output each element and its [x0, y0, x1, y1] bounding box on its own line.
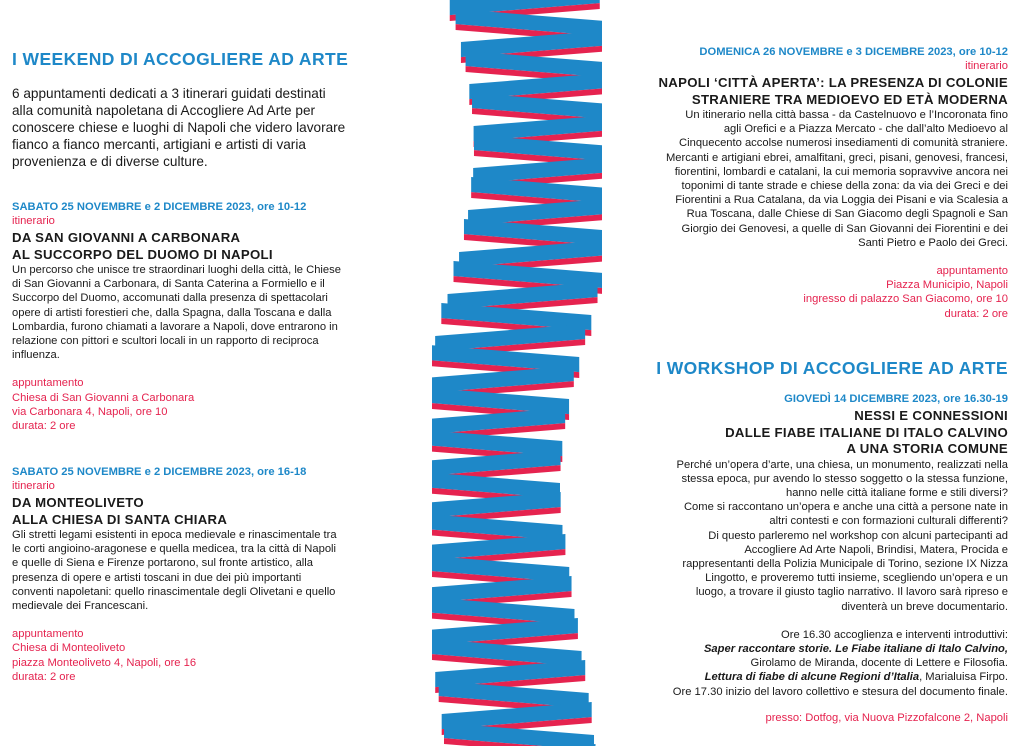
body-line: fiorentini, lombardi e catalani, la cui memoria sopravvive ancora nei: [674, 165, 1008, 178]
body-line: Mercanti e artigiani ebrei, amalfitani, greci, pisani, genovesi, francesi,: [665, 151, 1008, 164]
body-line: opere di artisti forestieri che, dalla Spagna, dalla Toscana e dalla: [12, 306, 332, 319]
body-line: le corti angioino-aragonese e quella medicea, tra la città di Napoli: [12, 543, 337, 556]
event-tag: itinerario: [12, 215, 55, 227]
body-line: stessa epoca, pur avendo lo stesso soggetto o la stessa funzione,: [681, 472, 1008, 485]
body-line: Gli stretti legami esistenti in epoca medievale e rinascimentale tra: [12, 529, 337, 541]
talk-title: Lettura di fiabe di alcune Regioni d’Italia: [704, 671, 920, 684]
event-date: GIOVEDÌ 14 DICEMBRE 2023, ore 16.30-19: [784, 393, 1008, 405]
meeting-address: ingresso di palazzo San Giacomo, ore 10: [803, 293, 1008, 306]
event-meeting: [12, 627, 412, 684]
event-description: [595, 108, 1008, 250]
body-line: Lingotto, e proveremo tutti insieme, scegliendo un’opera e un: [705, 572, 1008, 585]
workshop-section-title: I WORKSHOP DI ACCOGLIERE AD ARTE: [656, 358, 1008, 378]
intro-line: fianco a fianco mercanti, artigiani e artisti di varia: [12, 137, 306, 152]
event-meeting: [12, 376, 412, 433]
event-title-line: A UNA STORIA COMUNE: [846, 441, 1008, 456]
body-line: Succorpo del Duomo, accomunati dalla presenza di spettacolari: [12, 292, 328, 305]
talk-speaker: , Marialuisa Firpo.: [919, 671, 1008, 684]
decorative-ribbon: [432, 0, 602, 746]
event-date: SABATO 25 NOVEMBRE e 2 DICEMBRE 2023, ore 16-18: [12, 466, 307, 478]
body-line: medievale dei Francescani.: [12, 600, 149, 613]
body-line: Santi Pietro e Paolo dei Greci.: [858, 236, 1008, 249]
intro-line: 6 appuntamenti dedicati a 3 itinerari guidati destinati: [12, 86, 326, 101]
meeting-address: piazza Monteoliveto 4, Napoli, ore 16: [12, 656, 197, 669]
event-title: [12, 230, 412, 263]
meeting-duration: durata: 2 ore: [12, 420, 76, 433]
event-date: DOMENICA 26 NOVEMBRE e 3 DICEMBRE 2023, ore 10-12: [699, 46, 1008, 58]
body-line: Accogliere Ad Arte Napoli, Brindisi, Matera, Procida e: [744, 543, 1008, 556]
body-line: toponimi di tante strade e chiese della zona: da via dei Greci e dei: [681, 180, 1008, 193]
program-line: Ore 16.30 accoglienza e interventi introduttivi:: [781, 628, 1008, 641]
intro-line: provenienza e di diverse culture.: [12, 154, 208, 169]
meeting-label: appuntamento: [936, 265, 1008, 278]
body-line: agli Orefici e a Piazza Mercato - che dall’alto Medioevo al: [723, 123, 1008, 136]
body-line: influenza.: [12, 349, 60, 362]
intro-line: alla comunità napoletana di Accogliere Ad Arte per: [12, 103, 316, 118]
meeting-address: via Carbonara 4, Napoli, ore 10: [12, 405, 168, 418]
event-title: [12, 495, 412, 528]
body-line: diventerà un breve documentario.: [841, 600, 1008, 613]
body-line: Un percorso che unisce tre straordinari luoghi della città, le Chiese: [12, 264, 341, 276]
event-napoli-citta-aperta: [595, 45, 1008, 321]
weekend-intro: [12, 85, 345, 170]
body-line: altri contesti e con formazioni culturali differenti?: [769, 515, 1008, 528]
event-title: [595, 408, 1008, 458]
meeting-label: appuntamento: [12, 377, 84, 390]
body-line: Rua Toscana, dalle Chiese di San Giacomo degli Spagnoli e San: [686, 208, 1008, 221]
event-title-line: AL SUCCORPO DEL DUOMO DI NAPOLI: [12, 246, 273, 262]
program-line: Ore 17.30 inizio del lavoro collettivo e stesura del documento finale.: [672, 685, 1008, 698]
body-line: Perché un’opera d’arte, una chiesa, un monumento, realizzati nella: [676, 458, 1008, 471]
body-line: e quelle di Siena e Firenze portarono, sul fronte artistico, alla: [12, 557, 313, 570]
meeting-place: Chiesa di Monteoliveto: [12, 642, 126, 655]
event-tag: itinerario: [12, 480, 55, 492]
talk-title: Saper raccontare storie. Le Fiabe italiane di Italo Calvino,: [703, 642, 1008, 655]
body-line: di San Giovanni a Carbonara, di Santa Caterina a Formiello e il: [12, 278, 325, 291]
body-line: Giorgio dei Genovesi, a quelle di San Giovanni dei Fiorentini e dei: [681, 222, 1008, 235]
event-meeting: [595, 264, 1008, 321]
meeting-duration: durata: 2 ore: [944, 307, 1008, 320]
event-title-line: ALLA CHIESA DI SANTA CHIARA: [12, 511, 228, 527]
body-line: hanno nelle città italiane forme e stili diversi?: [785, 486, 1008, 499]
event-title-line: NESSI E CONNESSIONI: [854, 408, 1008, 423]
event-title-line: DA SAN GIOVANNI A CARBONARA: [12, 230, 241, 245]
body-line: Fiorentini a Rua Catalana, da via Loggia dei Pisani e via Scalesia a: [675, 194, 1008, 207]
event-monteoliveto: [12, 465, 412, 684]
event-title-line: STRANIERE TRA MEDIOEVO ED ETÀ MODERNA: [691, 91, 1008, 107]
event-description: [12, 528, 412, 613]
event-description: [595, 458, 1008, 614]
event-date: SABATO 25 NOVEMBRE e 2 DICEMBRE 2023, ore 10-12: [12, 201, 307, 213]
body-line: luogo, a trovare il giusto taglio narrativo. Il lavoro sarà ripreso e: [695, 586, 1008, 599]
body-line: rappresentanti della Polizia Municipale di Torino, sezione IX Nizza: [682, 557, 1008, 570]
meeting-duration: durata: 2 ore: [12, 670, 76, 683]
event-title-line: DA MONTEOLIVETO: [12, 495, 144, 510]
event-tag: itinerario: [965, 60, 1008, 72]
body-line: Lombardia, furono chiamati a lavorare a Napoli, dove entrarono in: [12, 320, 338, 333]
meeting-label: appuntamento: [12, 628, 84, 641]
event-workshop: [595, 392, 1008, 725]
event-description: [12, 263, 412, 362]
meeting-place: Chiesa di San Giovanni a Carbonara: [12, 391, 195, 404]
workshop-venue: presso: Dotfog, via Nuova Pizzofalcone 2, Napoli: [765, 711, 1008, 724]
body-line: relazione con pittori e scultori locali in un rapporto di reciproca: [12, 335, 319, 348]
body-line: Come si raccontano un’opera e anche una città a persone nate in: [683, 501, 1008, 514]
body-line: conventi napoletani: quello rinascimentale degli Olivetani e quello: [12, 585, 336, 598]
intro-line: conoscere chiese e luoghi di Napoli che videro lavorare: [12, 120, 346, 135]
event-title: [595, 75, 1008, 108]
event-title-line: NAPOLI ‘CITTÀ APERTA’: LA PRESENZA DI COLONIE: [658, 75, 1008, 90]
program-line: [595, 670, 1008, 684]
talk-speaker: Girolamo de Miranda, docente di Lettere e Filosofia.: [750, 657, 1008, 670]
body-line: presenza di opere e artisti toscani in due dei più importanti: [12, 571, 302, 584]
body-line: Un itinerario nella città bassa - da Castelnuovo e l’Incoronata fino: [685, 109, 1008, 121]
event-title-line: DALLE FIABE ITALIANE DI ITALO CALVINO: [725, 424, 1008, 440]
body-line: Di questo parleremo nel workshop con alcuni partecipanti ad: [708, 529, 1008, 542]
body-line: Cinquecento accolse numerosi insediamenti di comunità straniere.: [679, 137, 1008, 150]
weekend-section-title: I WEEKEND DI ACCOGLIERE AD ARTE: [12, 49, 349, 69]
event-carbonara: [12, 200, 412, 433]
meeting-place: Piazza Municipio, Napoli: [886, 279, 1008, 292]
workshop-program: [595, 628, 1008, 699]
